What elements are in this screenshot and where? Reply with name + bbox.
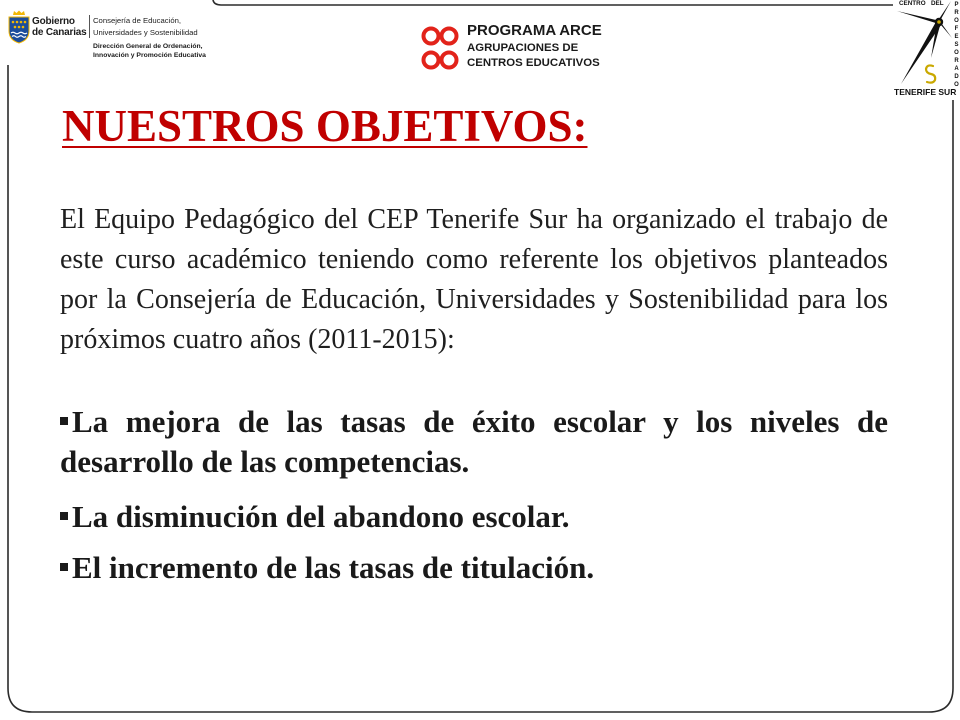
arce-rings-icon [420,25,462,73]
bullet-square-icon [60,563,68,571]
gobierno-canarias-shield-icon [7,10,31,44]
arce-subtitle-line2: CENTROS EDUCATIVOS [467,57,600,69]
cep-letter: S [954,42,959,48]
header-divider [89,15,90,38]
consejeria-name [93,15,198,39]
cep-letter: A [954,66,959,72]
bullet-square-icon [60,512,68,520]
cep-letter: F [954,26,959,32]
cep-letter: O [954,82,959,88]
cep-letter: D [954,74,959,80]
consejeria-line2: Universidades y Sostenibilidad [93,28,198,37]
arce-subtitle-line1: AGRUPACIONES DE [467,42,579,54]
cep-letter: R [954,58,959,64]
frame-body-edge [8,65,953,712]
slide-title: NUESTROS OBJETIVOS: [62,101,588,151]
cep-star-icon [893,0,953,88]
arce-title: PROGRAMA ARCE [467,22,602,39]
frame-top-edge [213,0,893,5]
intro-line: El Equipo Pedagógico del CEP Tenerife Sur ha organizado el trabajo de [60,204,888,235]
gobierno-name-line2: de Canarias [32,27,87,38]
intro-line: por la Consejería de Educación, Universidades y Sostenibilidad para los [60,284,888,315]
consejeria-line1: Consejería de Educación, [93,16,182,25]
cep-vertical-word [953,1,960,89]
cep-letter: P [954,2,959,8]
intro-line: próximos cuatro años (2011-2015): [60,324,455,355]
gobierno-canarias-name [32,16,87,38]
cep-tenerife-sur-label: TENERIFE SUR [894,87,957,97]
cep-letter: E [954,34,959,40]
cep-word-del: DEL [931,0,944,7]
gobierno-name-line1: Gobierno [32,16,75,27]
objective-text: La disminución del abandono escolar. [72,499,570,534]
objective-text: La mejora de las tasas de éxito escolar y los niveles de [72,404,888,439]
direccion-line1: Dirección General de Ordenación, [93,43,203,50]
direccion-line2: Innovación y Promoción Educativa [93,52,206,59]
bullet-square-icon [60,417,68,425]
direccion-general-name [93,42,206,60]
objective-text: desarrollo de las competencias. [60,444,470,479]
cep-letter: O [954,18,959,24]
objective-text: El incremento de las tasas de titulación. [72,550,595,585]
intro-line: este curso académico teniendo como referente los objetivos planteados [60,244,888,275]
cep-letter: R [954,10,959,16]
cep-letter: O [954,50,959,56]
cep-word-centro: CENTRO [899,0,926,7]
